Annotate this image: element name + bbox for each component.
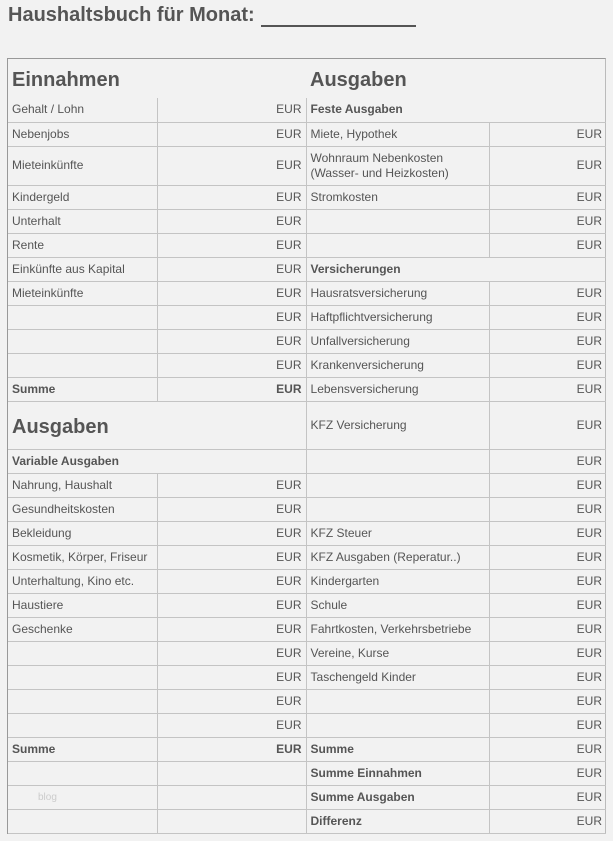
income-label: Bekleidung	[8, 521, 157, 545]
expense-label: Kindergarten	[306, 569, 489, 593]
expense-label: Summe	[306, 737, 489, 761]
income-label	[8, 761, 157, 785]
income-label: Summe	[8, 377, 157, 401]
income-label: Geschenke	[8, 617, 157, 641]
heading-row	[8, 59, 606, 98]
section-label: Variable Ausgaben	[8, 449, 306, 473]
table-row	[8, 305, 606, 329]
expense-label: Taschengeld Kinder	[306, 665, 489, 689]
table-row	[8, 377, 606, 401]
expense-label: Summe Einnahmen	[306, 761, 489, 785]
expense-amount-field[interactable]: EUR	[489, 146, 606, 185]
table-row	[8, 401, 606, 449]
income-amount-field[interactable]	[157, 785, 306, 809]
month-blank-line	[261, 5, 416, 27]
income-amount-field[interactable]: EUR	[157, 353, 306, 377]
expense-label: KFZ Ausgaben (Reperatur..)	[306, 545, 489, 569]
table-row	[8, 122, 606, 146]
income-label: Gehalt / Lohn	[8, 98, 157, 122]
expense-amount-field[interactable]: EUR	[489, 185, 606, 209]
table-row	[8, 209, 606, 233]
expense-amount-field[interactable]: EUR	[489, 473, 606, 497]
table-row	[8, 569, 606, 593]
expense-label	[306, 209, 489, 233]
income-label: Rente	[8, 233, 157, 257]
income-label	[8, 329, 157, 353]
income-label: Kindergeld	[8, 185, 157, 209]
expense-amount-field[interactable]: EUR	[489, 785, 606, 809]
income-label	[8, 353, 157, 377]
table-row	[8, 521, 606, 545]
income-amount-field[interactable]: EUR	[157, 569, 306, 593]
expense-amount-field[interactable]: EUR	[489, 377, 606, 401]
income-label: Unterhaltung, Kino etc.	[8, 569, 157, 593]
expenses-heading: Ausgaben	[310, 69, 407, 91]
income-heading: Einnahmen	[12, 69, 120, 91]
expense-amount-field[interactable]: EUR	[489, 521, 606, 545]
expense-amount-field[interactable]: EUR	[489, 761, 606, 785]
table-row	[8, 809, 606, 833]
income-amount-field[interactable]: EUR	[157, 185, 306, 209]
expenses-variable-heading: Ausgaben	[8, 401, 306, 449]
expense-label: Stromkosten	[306, 185, 489, 209]
expense-label: Hausratsversicherung	[306, 281, 489, 305]
expense-label	[306, 689, 489, 713]
table-row	[8, 713, 606, 737]
expense-amount-field[interactable]: EUR	[489, 209, 606, 233]
budget-table	[8, 59, 606, 834]
expense-amount-field[interactable]: EUR	[489, 569, 606, 593]
income-label: Mieteinkünfte	[8, 146, 157, 185]
expense-label	[306, 497, 489, 521]
income-amount-field[interactable]: EUR	[157, 689, 306, 713]
table-row	[8, 593, 606, 617]
title-text: Haushaltsbuch für Monat:	[8, 4, 255, 26]
income-label: Kosmetik, Körper, Friseur	[8, 545, 157, 569]
table-row	[8, 641, 606, 665]
table-row	[8, 98, 606, 122]
income-label	[8, 641, 157, 665]
income-label	[8, 305, 157, 329]
table-row	[8, 473, 606, 497]
expense-label	[306, 449, 489, 473]
expense-amount-field[interactable]: EUR	[489, 449, 606, 473]
income-amount-field[interactable]: EUR	[157, 257, 306, 281]
table-row	[8, 146, 606, 185]
income-amount-field[interactable]: EUR	[157, 641, 306, 665]
income-label	[8, 809, 157, 833]
table-row	[8, 737, 606, 761]
section-label: Feste Ausgaben	[306, 98, 606, 122]
table-row	[8, 281, 606, 305]
table-row	[8, 761, 606, 785]
table-row	[8, 353, 606, 377]
expense-amount-field[interactable]: EUR	[489, 713, 606, 737]
table-row	[8, 545, 606, 569]
expense-label: Haftpflichtversicherung	[306, 305, 489, 329]
table-row	[8, 785, 606, 809]
income-amount-field[interactable]: EUR	[157, 617, 306, 641]
expense-label: Fahrtkosten, Verkehrsbetriebe	[306, 617, 489, 641]
income-label	[8, 689, 157, 713]
income-label	[8, 713, 157, 737]
income-label: Einkünfte aus Kapital	[8, 257, 157, 281]
expense-amount-field[interactable]: EUR	[489, 305, 606, 329]
table-row	[8, 233, 606, 257]
table-row	[8, 617, 606, 641]
expense-amount-field[interactable]: EUR	[489, 617, 606, 641]
income-amount-field[interactable]: EUR	[157, 665, 306, 689]
income-amount-field[interactable]: EUR	[157, 593, 306, 617]
expense-amount-field[interactable]: EUR	[489, 281, 606, 305]
income-amount-field[interactable]: EUR	[157, 737, 306, 761]
expense-label	[306, 233, 489, 257]
income-amount-field[interactable]: EUR	[157, 146, 306, 185]
income-amount-field[interactable]: EUR	[157, 713, 306, 737]
income-amount-field[interactable]	[157, 809, 306, 833]
table-row	[8, 689, 606, 713]
income-label: Unterhalt	[8, 209, 157, 233]
income-amount-field[interactable]	[157, 761, 306, 785]
expense-label: Summe Ausgaben	[306, 785, 489, 809]
expense-amount-field[interactable]: EUR	[489, 689, 606, 713]
income-amount-field[interactable]: EUR	[157, 497, 306, 521]
expense-label: KFZ Steuer	[306, 521, 489, 545]
expense-amount-field[interactable]: EUR	[489, 737, 606, 761]
expense-amount-field[interactable]: EUR	[489, 401, 606, 449]
expense-amount-field[interactable]: EUR	[489, 665, 606, 689]
expense-label: Lebensversicherung	[306, 377, 489, 401]
table-row	[8, 257, 606, 281]
table-row	[8, 329, 606, 353]
table-row	[8, 449, 606, 473]
expense-amount-field[interactable]: EUR	[489, 545, 606, 569]
income-amount-field[interactable]: EUR	[157, 377, 306, 401]
expense-amount-field[interactable]: EUR	[489, 122, 606, 146]
expense-label: Krankenversicherung	[306, 353, 489, 377]
expense-label: Schule	[306, 593, 489, 617]
income-label: Nebenjobs	[8, 122, 157, 146]
income-amount-field[interactable]: EUR	[157, 209, 306, 233]
expense-label	[306, 713, 489, 737]
income-amount-field[interactable]: EUR	[157, 545, 306, 569]
income-label: Gesundheitskosten	[8, 497, 157, 521]
expense-amount-field[interactable]: EUR	[489, 593, 606, 617]
income-amount-field[interactable]: EUR	[157, 281, 306, 305]
income-label: Summe	[8, 737, 157, 761]
income-amount-field[interactable]: EUR	[157, 329, 306, 353]
expense-amount-field[interactable]: EUR	[489, 809, 606, 833]
table-row	[8, 665, 606, 689]
watermark-text: blog	[8, 785, 157, 809]
income-amount-field[interactable]: EUR	[157, 473, 306, 497]
expense-label: Unfallversicherung	[306, 329, 489, 353]
expense-label: Miete, Hypothek	[306, 122, 489, 146]
income-amount-field[interactable]: EUR	[157, 98, 306, 122]
expense-amount-field[interactable]: EUR	[489, 641, 606, 665]
expense-amount-field[interactable]: EUR	[489, 497, 606, 521]
expense-amount-field[interactable]: EUR	[489, 353, 606, 377]
expense-amount-field[interactable]: EUR	[489, 233, 606, 257]
income-amount-field[interactable]: EUR	[157, 122, 306, 146]
expense-label: Differenz	[306, 809, 489, 833]
income-amount-field[interactable]: EUR	[157, 233, 306, 257]
expense-label: KFZ Versicherung	[306, 401, 489, 449]
income-label: Mieteinkünfte	[8, 281, 157, 305]
page-title	[8, 4, 416, 27]
income-amount-field[interactable]: EUR	[157, 305, 306, 329]
expense-amount-field[interactable]: EUR	[489, 329, 606, 353]
expense-label: Vereine, Kurse	[306, 641, 489, 665]
income-amount-field[interactable]: EUR	[157, 521, 306, 545]
section-label: Versicherungen	[306, 257, 606, 281]
expense-label: Wohnraum Nebenkosten (Wasser- und Heizkosten)	[306, 146, 489, 185]
expense-label	[306, 473, 489, 497]
income-label	[8, 665, 157, 689]
income-label: Nahrung, Haushalt	[8, 473, 157, 497]
table-row	[8, 185, 606, 209]
table-row	[8, 497, 606, 521]
income-label: Haustiere	[8, 593, 157, 617]
